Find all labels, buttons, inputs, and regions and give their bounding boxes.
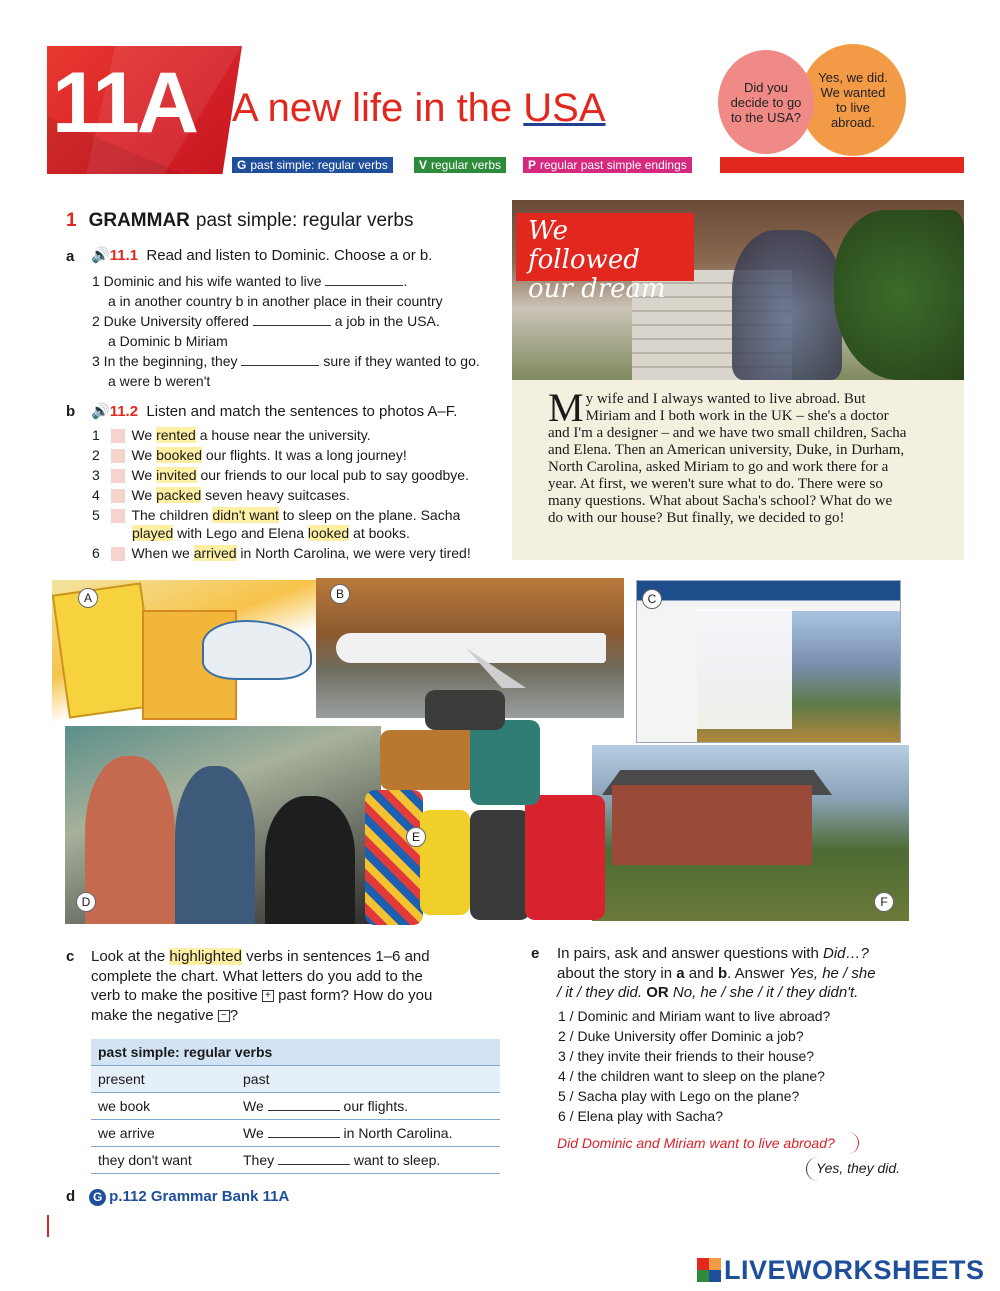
exercise-e-item-4: 4 / the children want to sleep on the plane? xyxy=(558,1068,825,1084)
answer-box[interactable] xyxy=(111,469,125,483)
exercise-a-letter: a xyxy=(66,248,75,265)
liveworksheets-logo-icon xyxy=(697,1258,721,1282)
exercise-b-item-2: 2 We booked our flights. It was a long journey! xyxy=(92,447,407,463)
unit-number: 11A xyxy=(52,55,197,151)
plus-icon: + xyxy=(262,990,274,1002)
grammar-bank-icon: G xyxy=(89,1189,106,1206)
exercise-e-item-6: 6 / Elena play with Sacha? xyxy=(558,1108,723,1124)
photo-label-c: C xyxy=(642,589,662,609)
exercise-b-item-6: 6 When we arrived in North Carolina, we were very tired! xyxy=(92,545,471,561)
answer-box[interactable] xyxy=(111,489,125,503)
page-title: A new life in the USA xyxy=(232,86,606,130)
grammar-chart xyxy=(91,1039,500,1174)
exercise-b-instruction: 🔊11.2 Listen and match the sentences to photos A–F. xyxy=(91,403,458,420)
table-row: we book We our flights. xyxy=(91,1093,500,1120)
table-row: they don't want They want to sleep. xyxy=(91,1147,500,1174)
exercise-a-question-2: 2 Duke University offered a job in the USA. xyxy=(92,313,440,329)
answer-gap[interactable] xyxy=(268,1126,340,1138)
exercise-e-item-1: 1 / Dominic and Miriam want to live abroad? xyxy=(558,1008,831,1024)
answer-gap[interactable] xyxy=(268,1099,340,1111)
exercise-b-item-1: 1 We rented a house near the university. xyxy=(92,427,371,443)
answer-gap[interactable] xyxy=(253,314,331,326)
exercise-e-instruction: In pairs, ask and answer questions with Did…? about the story in a and b. Answer Yes, he / she / it / they did. OR No, he / she / it / they didn't. xyxy=(557,945,876,1001)
chart-header-present: present xyxy=(91,1066,236,1093)
answer-bubble: Yes, we did. We wanted to live abroad. xyxy=(800,44,906,156)
exercise-a-question-3: 3 In the beginning, they sure if they wanted to go. xyxy=(92,353,480,369)
photo-d-pub xyxy=(65,726,381,924)
exercise-b-item-3: 3 We invited our friends to our local pub to say goodbye. xyxy=(92,467,469,483)
photo-label-b: B xyxy=(330,584,350,604)
chart-header-past: past xyxy=(236,1066,500,1093)
answer-box[interactable] xyxy=(111,449,125,463)
answer-gap[interactable] xyxy=(241,354,319,366)
usa-word: USA xyxy=(523,86,606,130)
liveworksheets-brand[interactable]: LIVEWORKSHEETS xyxy=(724,1255,985,1285)
minus-icon: − xyxy=(218,1010,230,1022)
header-rule xyxy=(720,157,964,173)
answer-box[interactable] xyxy=(111,509,125,523)
table-row: we arrive We in North Carolina. xyxy=(91,1120,500,1147)
exercise-a-options-1[interactable]: a in another country b in another place in their country xyxy=(108,293,443,309)
chart-title: past simple: regular verbs xyxy=(91,1039,500,1066)
answer-gap[interactable] xyxy=(325,274,403,286)
speech-mark-icon xyxy=(845,1132,859,1154)
exercise-a-options-2[interactable]: a Dominic b Miriam xyxy=(108,333,228,349)
pronunciation-tag: P regular past simple endings xyxy=(523,157,692,173)
audio-icon[interactable]: 🔊 xyxy=(91,247,110,264)
audio-icon[interactable]: 🔊 xyxy=(91,403,110,420)
section-heading: 1 GRAMMAR past simple: regular verbs xyxy=(66,210,414,231)
photo-f-house xyxy=(592,745,909,921)
exercise-e-item-2: 2 / Duke University offer Dominic a job? xyxy=(558,1028,804,1044)
photo-label-f: F xyxy=(874,892,894,912)
question-bubble: Did you decide to go to the USA? xyxy=(718,50,814,154)
photo-label-a: A xyxy=(78,588,98,608)
grammar-tag: G past simple: regular verbs xyxy=(232,157,393,173)
photo-label-e: E xyxy=(406,827,426,847)
exercise-e-item-3: 3 / they invite their friends to their house? xyxy=(558,1048,815,1064)
exercise-b-item-5-cont: played with Lego and Elena looked at books. xyxy=(132,525,410,541)
exercise-c-letter: c xyxy=(66,948,75,965)
answer-box[interactable] xyxy=(111,429,125,443)
answer-box[interactable] xyxy=(111,547,125,561)
exercise-a-options-3[interactable]: a were b weren't xyxy=(108,373,211,389)
exercise-b-letter: b xyxy=(66,403,76,420)
exercise-e-item-5: 5 / Sacha play with Lego on the plane? xyxy=(558,1088,800,1104)
exercise-a-question-1: 1 Dominic and his wife wanted to live . xyxy=(92,273,408,289)
exercise-b-item-5: 5 The children didn't want to sleep on the plane. Sacha xyxy=(92,507,461,523)
exercise-c-instruction: Look at the highlighted verbs in sentences 1–6 and complete the chart. What letters do you add to the verb to make the positive + past form? How do you make the negative − ? xyxy=(91,948,433,1024)
exercise-e-letter: e xyxy=(531,945,540,962)
example-answer: Yes, they did. xyxy=(816,1160,901,1176)
story-text: My wife and I always wanted to live abroad. But Miriam and I both work in the UK – she's a doctor and I'm a designer – and we have two small children, Sacha and Elena. Then an American university, Duke, in Durham, North Carolina, asked Miriam to go and work there for a year. At first, we weren't sure what to do. There were so many questions. What about Sacha's school? What do we do with our house? But finally, we decided to go! xyxy=(548,385,907,526)
exercise-b-item-4: 4 We packed seven heavy suitcases. xyxy=(92,487,350,503)
margin-mark xyxy=(47,1215,49,1237)
grammar-bank-link[interactable]: d G p.112 Grammar Bank 11A xyxy=(66,1188,290,1205)
photo-c-booking-site xyxy=(636,580,901,743)
photo-label-d: D xyxy=(76,892,96,912)
photo-e-suitcases xyxy=(365,690,610,927)
story-banner: We followed our dream xyxy=(516,213,694,281)
example-question: Did Dominic and Miriam want to live abroad? xyxy=(557,1135,835,1151)
answer-gap[interactable] xyxy=(278,1153,350,1165)
vocabulary-tag: V regular verbs xyxy=(414,157,506,173)
exercise-a-instruction: 🔊11.1 Read and listen to Dominic. Choose a or b. xyxy=(91,247,433,264)
